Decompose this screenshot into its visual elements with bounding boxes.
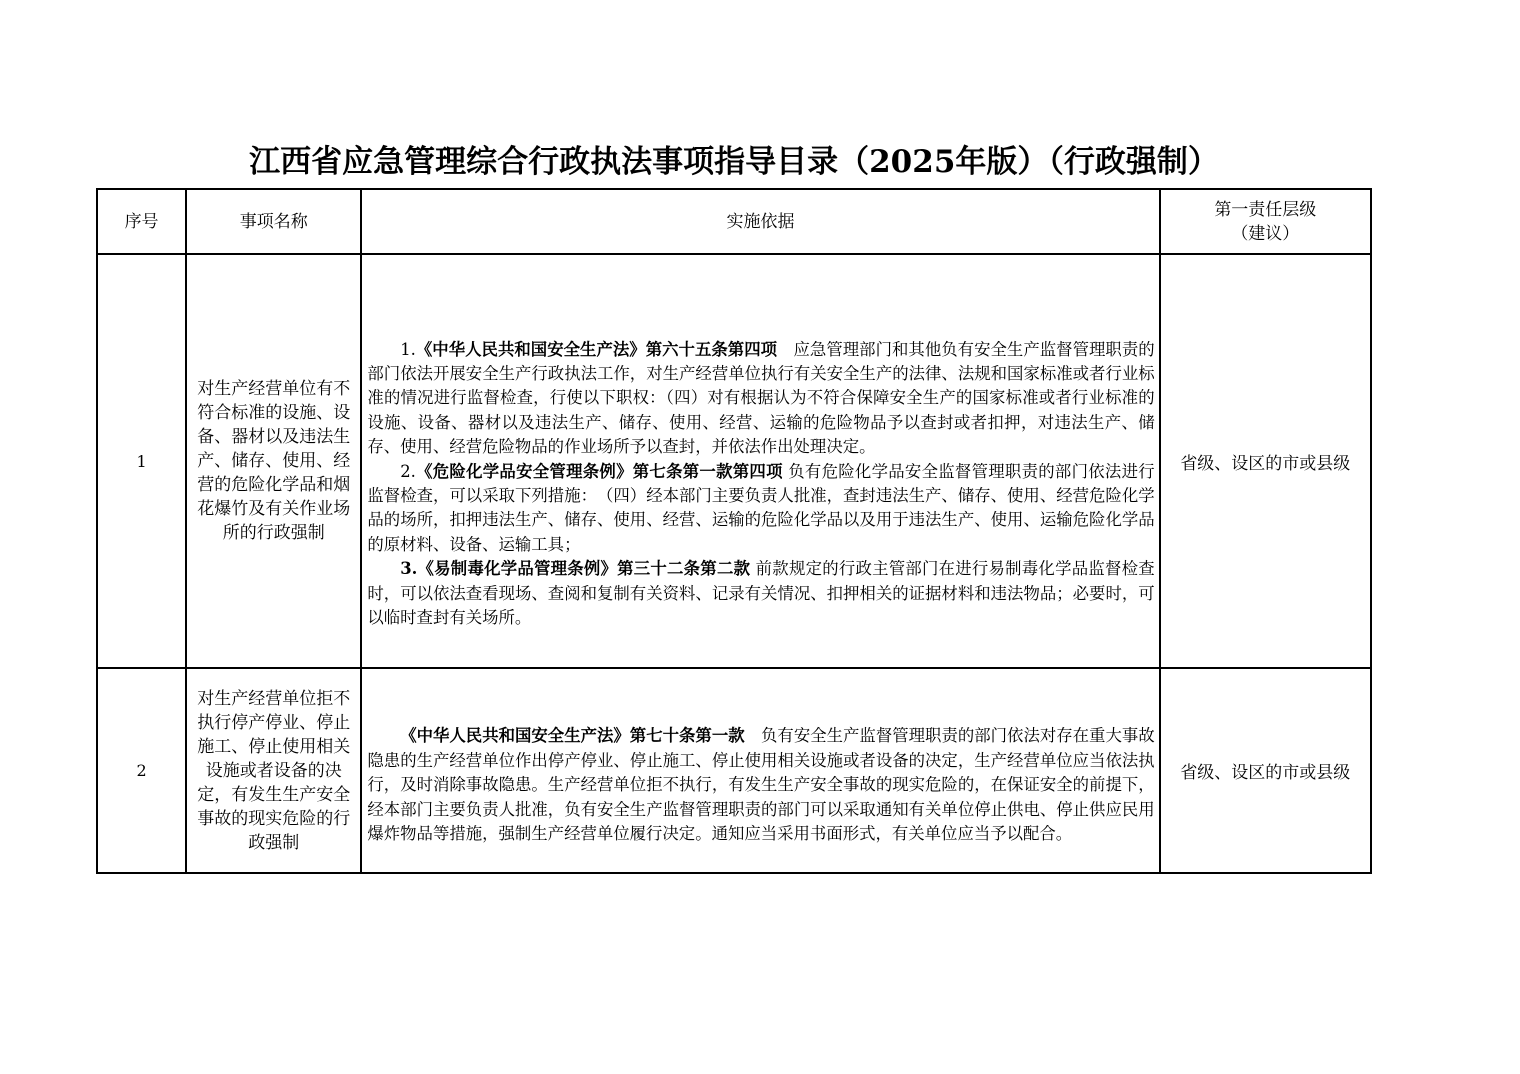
basis-text: 负有危险化学品安全监督管理职责的部门依法进行监督检查，可以采取下列措施： （四）经本部门主要负责人批准，查封违法生产、储存、使用、经营危险化学品的场所，扣押违法生产、储存、使用、经营、运输的危险化学品以及用于违法生产、使用、运输危险化学品的原材料、设备、运输工具；: [367, 461, 1155, 554]
row-level: 省级、设区的市或县级: [1160, 254, 1371, 668]
row-basis: [361, 668, 1159, 873]
page-title: 江西省应急管理综合行政执法事项指导目录（2025年版）（行政强制）: [249, 144, 1219, 180]
catalog-table: [96, 188, 1372, 874]
header-level-line2: （建议）: [1231, 223, 1300, 244]
basis-text: 负有安全生产监督管理职责的部门依法对存在重大事故隐患的生产经营单位作出停产停业、停止施工、停止使用相关设施或者设备的决定，生产经营单位应当依法执行，及时消除事故隐患。生产经营单位拒不执行，有发生生产安全事故的现实危险的，在保证安全的前提下，经本部门主要负责人批准，负有安全生产监督管理职责的部门可以采取通知有关单位停止供电、停止供应民用爆炸物品等措施，强制生产经营单位履行决定。通知应当采用书面形式，有关单位应当予以配合。: [367, 726, 1155, 844]
row-seq: 1: [97, 254, 186, 668]
table-row: [97, 668, 1371, 873]
row-level: 省级、设区的市或县级: [1160, 668, 1371, 873]
basis-paragraph: [367, 724, 1154, 846]
basis-law-citation: 《中华人民共和国安全生产法》第七十条第一款: [400, 726, 745, 746]
table-row: [97, 254, 1371, 668]
header-level-line1: 第一责任层级: [1214, 199, 1317, 220]
basis-law-citation: 3.《易制毒化学品管理条例》第三十二条第二款: [400, 559, 751, 579]
row-seq: 2: [97, 668, 186, 873]
header-basis: 实施依据: [361, 189, 1159, 254]
basis-paragraph: [367, 460, 1154, 558]
table-header-row: [97, 189, 1371, 254]
basis-prefix: 1.: [400, 339, 416, 359]
basis-text: 前款规定的行政主管部门在进行易制毒化学品监督检查时，可以依法查看现场、查阅和复制有关资料、记录有关情况、扣押相关的证据材料和违法物品；必要时，可以临时查封有关场所。: [367, 559, 1155, 628]
basis-law-citation: 《危险化学品安全管理条例》第七条第一款第四项: [415, 461, 783, 481]
basis-paragraph: [367, 557, 1154, 630]
basis-paragraph: [367, 338, 1154, 460]
basis-prefix: 2.: [400, 461, 416, 481]
row-basis: [361, 254, 1159, 668]
basis-law-citation: 《中华人民共和国安全生产法》第六十五条第四项: [415, 339, 778, 359]
row-item-name: 对生产经营单位有不符合标准的设施、设备、器材以及违法生产、储存、使用、经营的危险化学品和烟花爆竹及有关作业场所的行政强制: [186, 254, 361, 668]
header-name: 事项名称: [186, 189, 361, 254]
row-item-name: 对生产经营单位拒不执行停产停业、停止施工、停止使用相关设施或者设备的决定，有发生生产安全事故的现实危险的行政强制: [186, 668, 361, 873]
header-level: [1160, 189, 1371, 254]
header-seq: 序号: [97, 189, 186, 254]
basis-text: 应急管理部门和其他负有安全生产监督管理职责的部门依法开展安全生产行政执法工作，对生产经营单位执行有关安全生产的法律、法规和国家标准或者行业标准的情况进行监督检查，行使以下职权：（四）对有根据认为不符合保障安全生产的国家标准或者行业标准的设施、设备、器材以及违法生产、储存、使用、经营、运输的危险物品予以查封或者扣押，对违法生产、储存、使用、经营危险物品的作业场所予以查封，并依法作出处理决定。: [367, 339, 1155, 457]
